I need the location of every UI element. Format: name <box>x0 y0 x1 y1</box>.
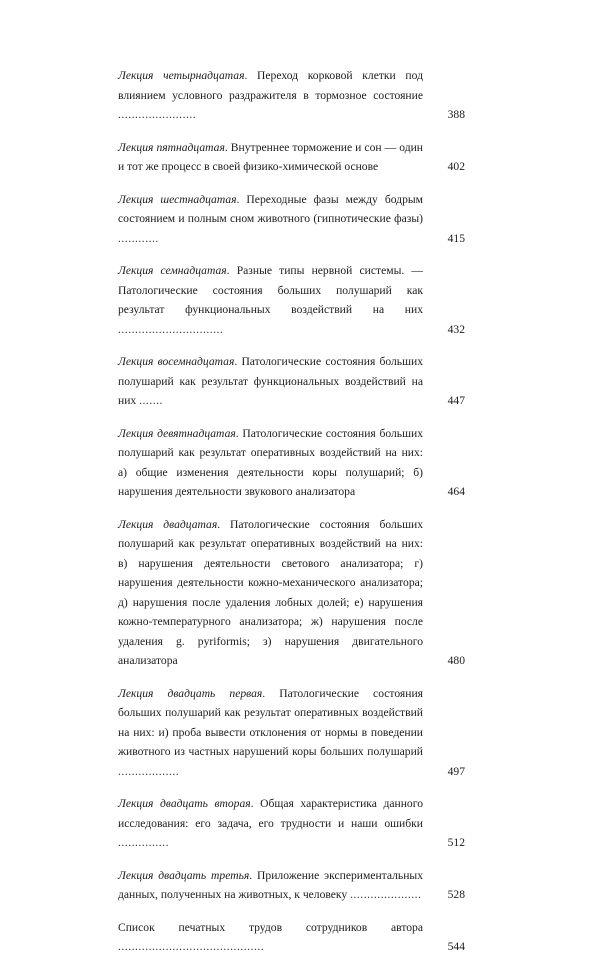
toc-entry-17 <box>118 261 465 339</box>
toc-entry-body <box>118 352 423 411</box>
lecture-title: Лекция девятнадцатая <box>118 426 236 440</box>
lecture-title: Лекция двадцать вторая <box>118 797 251 810</box>
page-number: 415 <box>447 231 465 245</box>
lecture-description: . Разные типы нервной системы. — Патологические состояния больших полушарий как результат функциональных воздействий на них <box>118 264 424 316</box>
toc-entry-body <box>118 190 423 249</box>
lecture-description: . Приложение экспериментальных данных, полученных на животных, к человеку <box>118 868 424 901</box>
leader-dots: ........................................... <box>118 940 265 953</box>
lecture-description: . Переход корковой клетки под влиянием условного раздражителя в тормозное состояние <box>118 69 423 102</box>
toc-entry-20 <box>118 515 465 671</box>
page-number: 512 <box>447 836 465 849</box>
leader-dots: ............ <box>118 231 159 245</box>
lecture-description: . Патологические состояния больших полушарий как результат оперативных воздействий на них: а) общие изменения деятельности коры полушарий; б) нарушения деятельности звукового анализатора <box>118 426 423 498</box>
toc-entry-23 <box>118 866 465 905</box>
toc-entry-body <box>118 66 423 125</box>
toc-entry-15 <box>118 138 465 177</box>
leader-dots: ....... <box>139 394 163 407</box>
lecture-description: . Патологические состояния больших полушарий как результат функциональных воздействий на них <box>118 355 423 407</box>
leader-dots: ..................... <box>350 888 422 901</box>
toc-entry-body <box>118 918 423 957</box>
page-number: 447 <box>447 394 465 407</box>
toc-entry-body <box>118 138 423 177</box>
page-number: 497 <box>447 764 465 778</box>
toc-entry-body <box>118 424 423 502</box>
lecture-title: Лекция двадцать третья <box>118 868 250 882</box>
page-number: 480 <box>447 654 465 667</box>
leader-dots: ............... <box>118 836 169 849</box>
lecture-description: Список печатных трудов сотрудников автора <box>118 920 423 934</box>
table-of-contents <box>118 66 465 970</box>
toc-entry-21 <box>118 684 465 782</box>
toc-entry-bibliography <box>118 918 465 957</box>
leader-dots: .................. <box>118 764 180 778</box>
toc-entry-14 <box>118 66 465 125</box>
lecture-title: Лекция пятнадцатая <box>118 140 225 154</box>
toc-entry-body <box>118 866 423 905</box>
lecture-description: . Переходные фазы между бодрым состоянием и полным сном животного (гипнотические фазы) <box>118 192 423 225</box>
lecture-title: Лекция двадцатая <box>118 517 218 531</box>
toc-entry-body <box>118 261 423 339</box>
lecture-description: . Общая характеристика данного исследования: его задача, его трудности и наши ошибки <box>118 797 423 830</box>
lecture-title: Лекция двадцать первая <box>118 686 263 700</box>
lecture-title: Лекция восемнадцатая <box>118 355 235 368</box>
page-number: 544 <box>447 940 465 953</box>
toc-entry-18 <box>118 352 465 411</box>
lecture-description: . Патологические состояния больших полушарий как результат оперативных воздействий на них: и) проба вывести отклонения от нормы в поведении животного из частных нарушений коры больших полушарий <box>118 686 423 758</box>
page-number: 402 <box>447 160 465 173</box>
leader-dots: ....................... <box>118 108 197 121</box>
toc-entry-body <box>118 794 423 853</box>
lecture-description: . Патологические состояния больших полушарий как результат оперативных воздействий на них: в) нарушения деятельности светового анализатора; г) нарушения деятельности кожно-механического анализатора; д) нарушения после удаления лобных долей; е) нарушения кожно-температурного анализатора; ж) нарушения после удаления g. pyriformis; з) нарушения двигательного анализатора <box>118 517 423 667</box>
toc-entry-body <box>118 515 423 671</box>
lecture-description: . Внутреннее торможение и сон — один и тот же процесс в своей физико-химической основе <box>118 140 424 173</box>
toc-entry-22 <box>118 794 465 853</box>
lecture-title: Лекция четырнадцатая <box>118 69 245 82</box>
leader-dots: ............................... <box>118 322 224 336</box>
page-number: 432 <box>447 322 465 336</box>
page-number: 388 <box>447 108 465 121</box>
toc-entry-16 <box>118 190 465 249</box>
lecture-title: Лекция семнадцатая <box>118 264 227 277</box>
page-number: 528 <box>447 888 465 901</box>
page-number: 464 <box>447 485 465 498</box>
toc-entry-19 <box>118 424 465 502</box>
toc-entry-body <box>118 684 423 782</box>
lecture-title: Лекция шестнадцатая <box>118 192 237 206</box>
